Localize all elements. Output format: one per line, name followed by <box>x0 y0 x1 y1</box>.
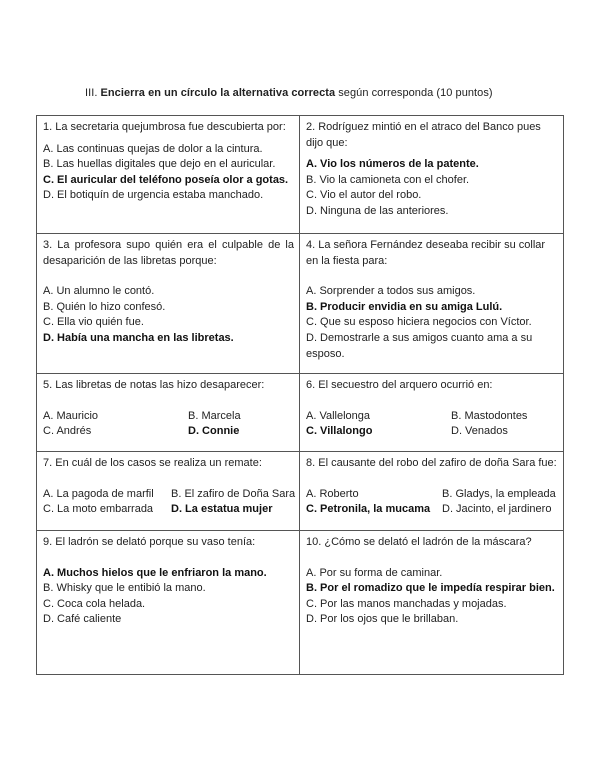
question-2-option-d: D. Ninguna de las anteriores. <box>306 204 449 217</box>
question-10-cell <box>300 531 563 674</box>
question-2-cell <box>300 116 563 234</box>
question-4-option-a: A. Sorprender a todos sus amigos. <box>306 285 476 298</box>
question-7-option-a: A. La pagoda de marfil <box>43 487 154 500</box>
instruction-prefix: III. <box>85 87 101 99</box>
question-5-option-a: A. Mauricio <box>43 409 99 422</box>
question-1-option-d: D. El botiquín de urgencia estaba manchado. <box>43 189 264 202</box>
question-9-cell <box>37 531 300 674</box>
question-7-option-b: B. El zafiro de Doña Sara <box>171 487 296 500</box>
question-10-option-c: C. Por las manos manchadas y mojadas. <box>306 597 507 610</box>
question-6-option-c: C. Villalongo <box>306 425 373 438</box>
question-8-option-c: C. Petronila, la mucama <box>306 503 431 516</box>
question-5-option-b: B. Marcela <box>188 409 241 422</box>
question-8-option-d: D. Jacinto, el jardinero <box>442 503 552 516</box>
question-8-cell <box>300 452 563 531</box>
instruction-heading <box>85 87 493 99</box>
question-7-option-d: D. La estatua mujer <box>171 503 273 516</box>
question-8-option-b: B. Gladys, la empleada <box>442 487 556 500</box>
question-3-option-d: D. Había una mancha en las libretas. <box>43 331 234 344</box>
questions-table <box>36 115 564 675</box>
question-3-option-a: A. Un alumno le contó. <box>43 285 155 298</box>
question-6-option-b: B. Mastodontes <box>451 409 528 422</box>
question-1-option-b: B. Las huellas digitales que dejo en el auricular. <box>43 158 276 171</box>
question-2-option-a: A. Vio los números de la patente. <box>306 158 479 171</box>
question-9-option-d: D. Café caliente <box>43 613 122 626</box>
question-6-text: 6. El secuestro del arquero ocurrió en: <box>306 379 493 391</box>
question-8-options <box>306 487 558 518</box>
question-4-text: 4. La señora Fernández deseaba recibir su collar en la fiesta para: <box>306 239 546 267</box>
question-4-option-c: C. Que su esposo hiciera negocios con Víctor. <box>306 316 532 329</box>
question-5-text: 5. Las libretas de notas las hizo desaparecer: <box>43 379 265 391</box>
question-8-option-a: A. Roberto <box>306 487 359 500</box>
question-2-text: 2. Rodríguez mintió en el atraco del Banco pues dijo que: <box>306 121 541 149</box>
question-9-option-b: B. Whisky que le entibió la mano. <box>43 582 206 595</box>
question-6-option-a: A. Vallelonga <box>306 409 371 422</box>
question-10-option-a: A. Por su forma de caminar. <box>306 566 443 579</box>
question-9-option-c: C. Coca cola helada. <box>43 597 146 610</box>
question-1-text: 1. La secretaria quejumbrosa fue descubierta por: <box>43 121 286 133</box>
question-9-text: 9. El ladrón se delató porque su vaso tenía: <box>43 536 256 548</box>
question-10-options <box>306 566 558 628</box>
question-10-text: 10. ¿Cómo se delató el ladrón de la máscara? <box>306 536 532 548</box>
question-1-cell <box>37 116 300 234</box>
question-7-text: 7. En cuál de los casos se realiza un remate: <box>43 457 262 469</box>
question-9-option-a: A. Muchos hielos que le enfriaron la mano. <box>43 566 267 579</box>
question-1-option-c: C. El auricular del teléfono poseía olor a gotas. <box>43 173 289 186</box>
question-7-option-c: C. La moto embarrada <box>43 503 154 516</box>
question-4-option-d: D. Demostrarle a sus amigos cuanto ama a su esposo. <box>306 331 533 360</box>
question-5-option-c: C. Andrés <box>43 425 92 438</box>
question-9-options <box>43 566 294 628</box>
question-6-options <box>306 409 558 440</box>
question-1-options <box>43 142 294 204</box>
question-2-options <box>306 157 558 219</box>
instruction-suffix: según corresponda (10 puntos) <box>335 87 493 99</box>
question-4-cell <box>300 234 563 374</box>
question-10-option-b: B. Por el romadizo que le impedía respirar bien. <box>306 582 555 595</box>
question-4-option-b: B. Producir envidia en su amiga Lulú. <box>306 300 503 313</box>
question-1-option-a: A. Las continuas quejas de dolor a la cintura. <box>43 142 263 155</box>
question-3-options <box>43 284 294 346</box>
question-6-option-d: D. Venados <box>451 425 508 438</box>
question-7-cell <box>37 452 300 531</box>
question-5-option-d: D. Connie <box>188 425 240 438</box>
question-8-text: 8. El causante del robo del zafiro de doña Sara fue: <box>306 457 557 469</box>
instruction-bold: Encierra en un círculo la alternativa correcta <box>100 87 336 99</box>
question-2-option-b: B. Vio la camioneta con el chofer. <box>306 173 470 186</box>
question-4-options <box>306 284 558 362</box>
question-2-option-c: C. Vio el autor del robo. <box>306 189 422 202</box>
question-3-option-c: C. Ella vio quién fue. <box>43 316 144 329</box>
question-3-text: 3. La profesora supo quién era el culpable de la desaparición de las libretas porque: <box>43 239 294 267</box>
question-10-option-d: D. Por los ojos que le brillaban. <box>306 613 459 626</box>
question-5-cell <box>37 374 300 452</box>
question-3-option-b: B. Quién lo hizo confesó. <box>43 300 166 313</box>
question-7-options <box>43 487 294 518</box>
question-5-options <box>43 409 294 440</box>
question-6-cell <box>300 374 563 452</box>
question-3-cell <box>37 234 300 374</box>
